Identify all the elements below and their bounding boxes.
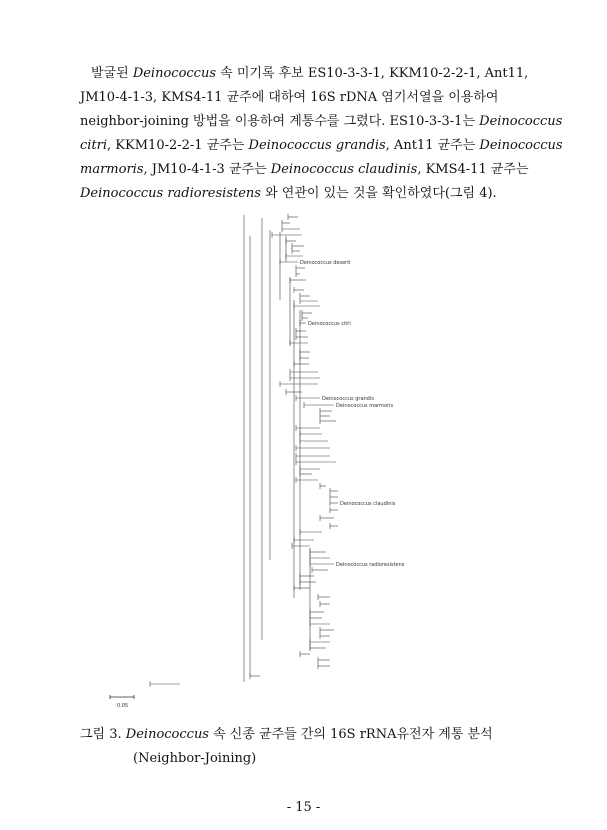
tree-tip-label: Deinococcus grandis <box>322 395 374 402</box>
paragraph-line-6: Deinococcus radioresistens 와 연관이 있는 것을 확인하였다(그림 4). <box>80 186 497 201</box>
paragraph-line-2: JM10-4-1-3, KMS4-11 균주에 대하여 16S rDNA 염기서열을 이용하여 <box>80 90 499 105</box>
paragraph-line-4: citri, KKM10-2-2-1 균주는 Deinococcus grandis, Ant11 균주는 Deinococcus <box>80 138 563 153</box>
tree-tip-label: Deinococcus marmoris <box>336 402 394 409</box>
figure-caption: 그림 3. Deinococcus 속 신종 균주들 간의 16S rRNA유전자 계통 분석 (Neighbor-Joining) <box>80 723 540 771</box>
paragraph-line-5: marmoris, JM10-4-1-3 균주는 Deinococcus claudinis, KMS4-11 균주는 <box>80 162 529 177</box>
figure-caption-line-2: (Neighbor-Joining) <box>133 751 257 766</box>
tree-branches <box>150 214 338 687</box>
paragraph-line-1: 발굴된 Deinococcus 속 미기록 후보 ES10-3-3-1, KKM10-2-2-1, Ant11, <box>91 66 529 81</box>
scale-bar-label: 0.05 <box>117 703 129 709</box>
paragraph-line-3: neighbor-joining 방법을 이용하여 계통수를 그렸다. ES10-3-3-1는 Deinococcus <box>80 114 563 129</box>
page-number: - 15 - <box>286 800 321 815</box>
tree-tip-label: Deinococcus citri <box>308 320 351 327</box>
tree-tip-label: Deinococcus deserti <box>300 259 351 266</box>
tree-tip-label: Deinococcus radioresistens <box>336 561 405 568</box>
tree-tip-label: Deinococcus claudinis <box>340 500 396 507</box>
